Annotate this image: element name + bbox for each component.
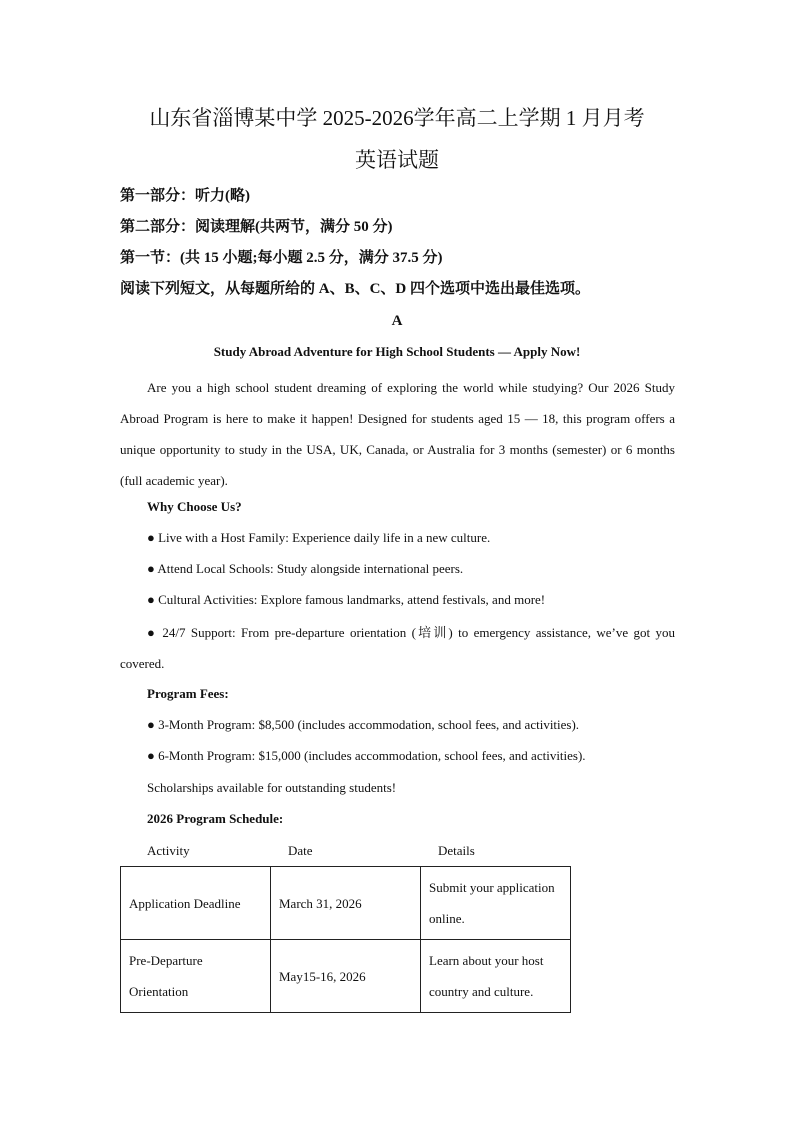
why-item: ● Cultural Activities: Explore famous landmarks, attend festivals, and more! bbox=[147, 592, 546, 607]
section1-heading: 第一节：(共 15 小题;每小题 2.5 分，满分 37.5 分) bbox=[120, 250, 443, 266]
schedule-header-activity: Activity bbox=[147, 843, 190, 858]
why-item-wrap bbox=[120, 617, 675, 679]
instruction-text: 阅读下列短文，从每题所给的 A、B、C、D 四个选项中选出最佳选项。 bbox=[120, 281, 591, 297]
schedule-table bbox=[120, 866, 571, 1013]
table-cell: Pre-Departure Orientation bbox=[121, 940, 271, 1013]
scholarship-note: Scholarships available for outstanding students! bbox=[147, 780, 397, 795]
why-item: ● Live with a Host Family: Experience daily life in a new culture. bbox=[147, 530, 491, 545]
table-row bbox=[121, 940, 571, 1013]
part1-heading: 第一部分：听力(略) bbox=[120, 188, 250, 204]
schedule-heading: 2026 Program Schedule: bbox=[147, 811, 284, 826]
fee-item: ● 3-Month Program: $8,500 (includes accommodation, school fees, and activities). bbox=[147, 717, 580, 732]
fee-item: ● 6-Month Program: $15,000 (includes accommodation, school fees, and activities). bbox=[147, 748, 586, 763]
table-cell: Submit your application online. bbox=[421, 867, 571, 940]
table-cell: March 31, 2026 bbox=[271, 867, 421, 940]
why-item: ● Attend Local Schools: Study alongside international peers. bbox=[147, 561, 464, 576]
why-heading: Why Choose Us? bbox=[147, 499, 242, 514]
passage-label: A bbox=[391, 313, 403, 329]
intro-paragraph: Are you a high school student dreaming of exploring the world while studying? Our 2026 Study Abroad Program is here to make it happen! Designed for students aged 15 — 18, this program offers a unique opportunity to study in the USA, UK, Canada, or Australia for 3 months (semester) or 6 months (full academic year). bbox=[120, 380, 675, 488]
schedule-header-details: Details bbox=[438, 843, 475, 858]
passage-title: Study Abroad Adventure for High School Students — Apply Now! bbox=[213, 344, 581, 359]
table-cell: May15-16, 2026 bbox=[271, 940, 421, 1013]
why-item: ● 24/7 Support: From pre-departure orientation (培训) to emergency assistance, we’ve got you covered. bbox=[120, 625, 675, 671]
passage-intro bbox=[120, 372, 675, 496]
fees-heading: Program Fees: bbox=[147, 686, 229, 701]
part2-heading: 第二部分：阅读理解(共两节，满分 50 分) bbox=[120, 219, 393, 235]
table-cell: Application Deadline bbox=[121, 867, 271, 940]
schedule-header-date: Date bbox=[288, 843, 313, 858]
exam-subject: 英语试题 bbox=[355, 148, 439, 172]
table-row bbox=[121, 867, 571, 940]
exam-title: 山东省淄博某中学 2025-2026学年高二上学期 1 月月考 bbox=[149, 106, 645, 130]
table-cell: Learn about your host country and culture. bbox=[421, 940, 571, 1013]
